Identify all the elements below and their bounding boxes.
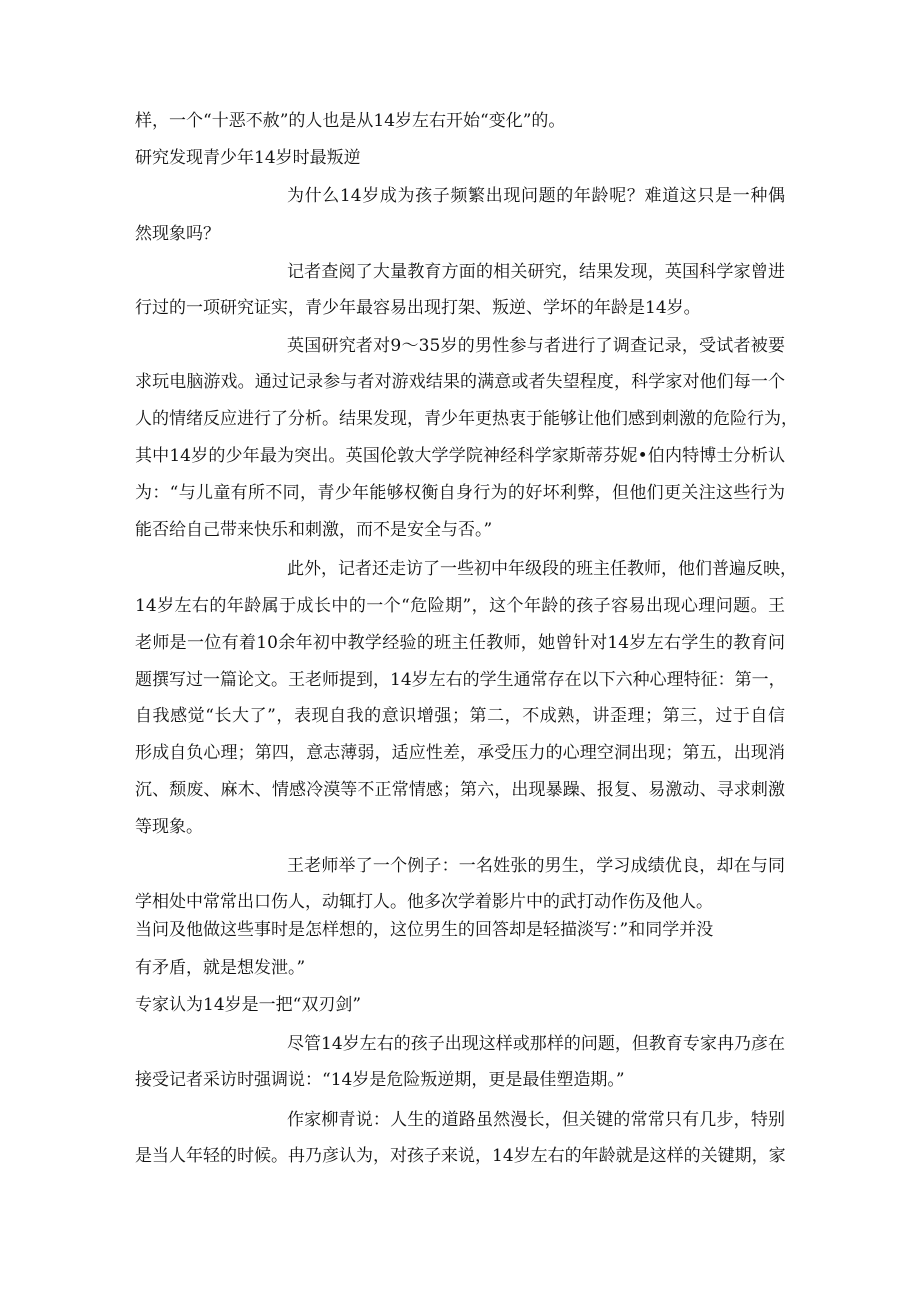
text-line: 求玩电脑游戏。通过记录参与者对游戏结果的满意或者失望程度，科学家对他们每一个 [135,372,785,392]
text-line: 王老师举了一个例子：一名姓张的男生，学习成绩优良，却在与同 [287,856,785,876]
text-line: 为：“与儿童有所不同，青少年能够权衡自身行为的好坏利弊，但他们更关注这些行为 [135,483,785,503]
text-line: 记者查阅了大量教育方面的相关研究，结果发现，英国科学家曾进 [287,262,785,282]
text-line: 14岁左右的年龄属于成长中的一个“危险期”，这个年龄的孩子容易出现心理问题。王 [135,596,785,616]
text-line: 是当人年轻的时候。冉乃彦认为，对孩子来说，14岁左右的年龄就是这样的关键期，家 [135,1146,786,1166]
text-line: 英国研究者对9～35岁的男性参与者进行了调查记录，受试者被要 [287,336,785,356]
text-line: 尽管14岁左右的孩子出现这样或那样的问题，但教育专家冉乃彦在 [287,1034,785,1054]
text-line: 作家柳青说：人生的道路虽然漫长，但关键的常常只有几步，特别 [287,1110,785,1130]
text-line: 等现象。 [135,817,203,837]
text-line: 为什么14岁成为孩子频繁出现问题的年龄呢？难道这只是一种偶 [287,186,785,206]
section-heading: 研究发现青少年14岁时最叛逆 [135,148,361,168]
text-line: 行过的一项研究证实，青少年最容易出现打架、叛逆、学坏的年龄是14岁。 [135,298,701,318]
text-line: 学相处中常常出口伤人，动辄打人。他多次学着影片中的武打动作伤及他人。 [135,892,713,912]
text-line: 沉、颓废、麻木、情感冷漠等不正常情感；第六，出现暴躁、报复、易激动、寻求刺激 [135,780,785,800]
text-line: 题撰写过一篇论文。王老师提到，14岁左右的学生通常存在以下六种心理特征：第一， [135,670,786,690]
text-line: 自我感觉“长大了”，表现自我的意识增强；第二，不成熟，讲歪理；第三，过于自信 [135,706,785,726]
text-line: 当问及他做这些事时是怎样想的，这位男生的回答却是轻描淡写：”和同学并没 [135,920,714,940]
text-line: 人的情绪反应进行了分析。结果发现，青少年更热衷于能够让他们感到刺激的危险行为， [135,409,798,429]
text-line: 此外，记者还走访了一些初中年级段的班主任教师，他们普遍反映， [287,559,797,579]
text-line: 形成自负心理；第四，意志薄弱，适应性差，承受压力的心理空洞出现；第五，出现消 [135,743,785,763]
text-line: 有矛盾，就是想发泄。” [135,958,306,978]
text-line: 然现象吗？ [135,224,220,244]
text-line: 其中14岁的少年最为突出。英国伦敦大学学院神经科学家斯蒂芬妮•伯内特博士分析认 [135,446,785,466]
text-line: 接受记者采访时强调说：“14岁是危险叛逆期，更是最佳塑造期。” [135,1070,625,1090]
text-line: 能否给自己带来快乐和刺激，而不是安全与否。” [135,520,493,540]
text-line: 老师是一位有着10余年初中教学经验的班主任教师，她曾针对14岁左右学生的教育问 [135,633,785,653]
section-heading: 专家认为14岁是一把“双刃剑” [135,995,362,1015]
text-line: 样，一个“十恶不赦”的人也是从14岁左右开始“变化”的。 [135,111,566,131]
